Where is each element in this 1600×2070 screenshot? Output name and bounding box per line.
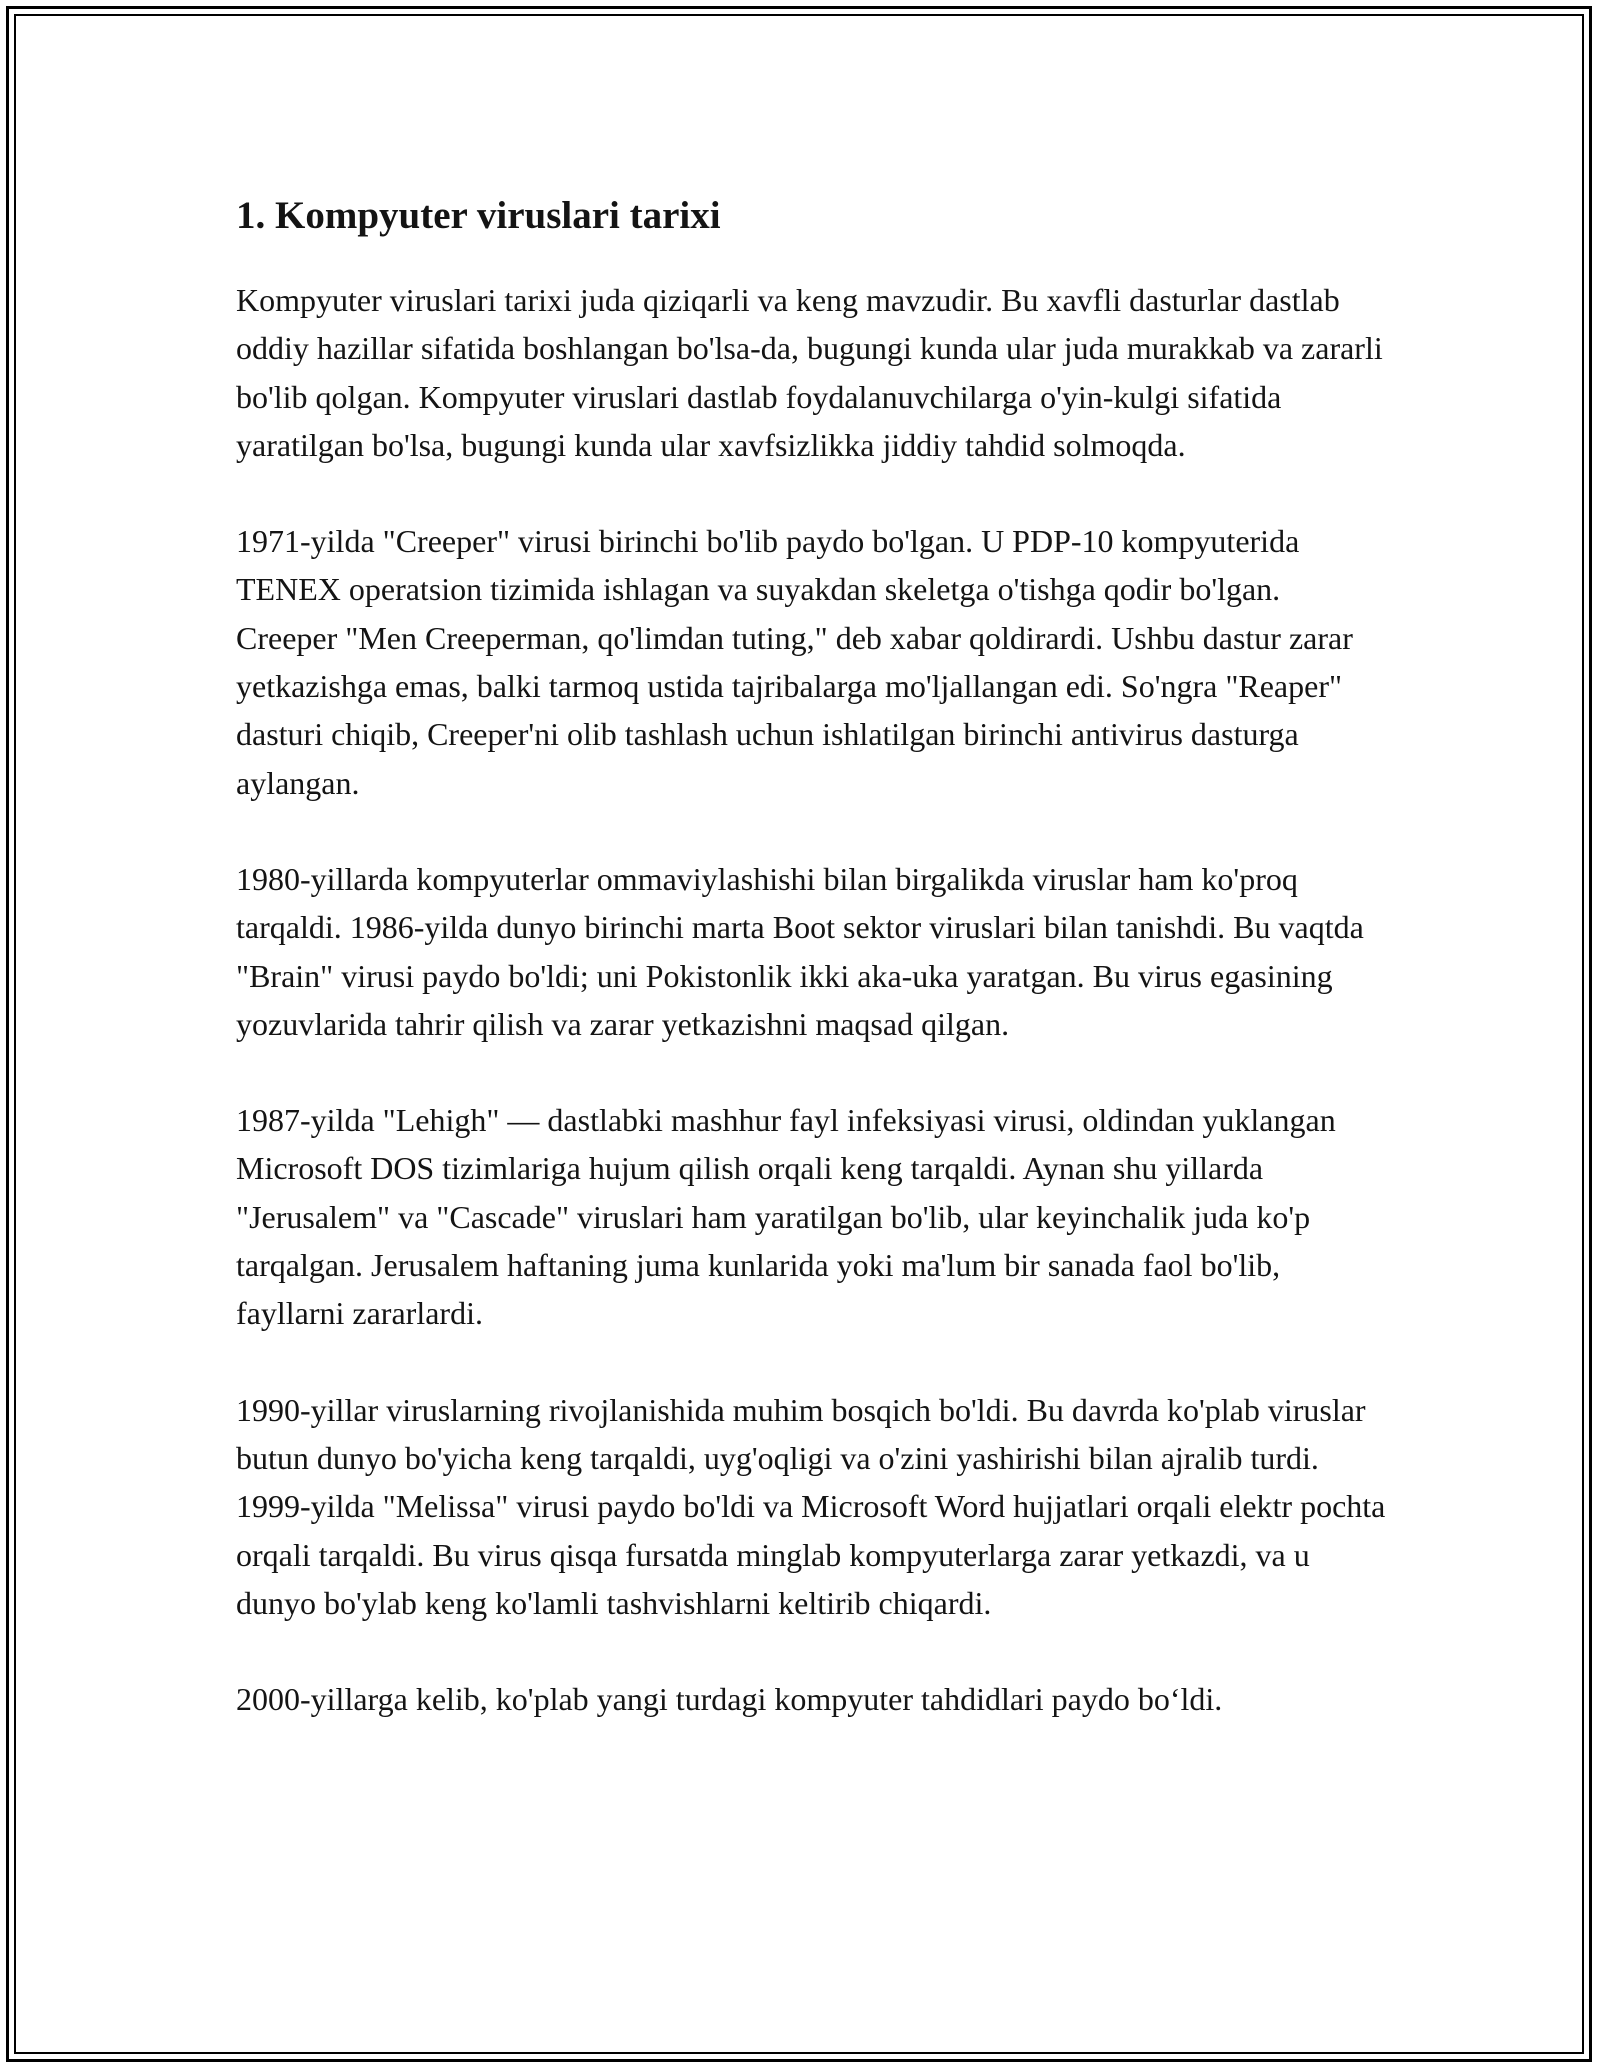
- section-heading: 1. Kompyuter viruslari tarixi: [236, 194, 721, 237]
- document-body: [236, 192, 1386, 1723]
- paragraph-1980s-brain: 1980-yillarda kompyuterlar ommaviylashishi bilan birgalikda viruslar ham ko'proq tarqaldi. 1986-yilda dunyo birinchi marta Boot sektor viruslari bilan tanishdi. Bu vaqtda "Brain" virusi paydo bo'ldi; uni Pokistonlik ikki aka-uka yaratgan. Bu virus egasining yozuvlarida tahrir qilish va zarar yetkazishni maqsad qilgan.: [236, 860, 1364, 1042]
- paragraph-intro: Kompyuter viruslari tarixi juda qiziqarli va keng mavzudir. Bu xavfli dasturlar dastlab oddiy hazillar sifatida boshlangan bo'lsa-da, bugungi kunda ular juda murakkab va zararli bo'lib qolgan. Kompyuter viruslari dastlab foydalanuvchilarga o'yin-kulgi sifatida yaratilgan bo'lsa, bugungi kunda ular xavfsizlikka jiddiy tahdid solmoqda.: [236, 282, 1383, 463]
- paragraph-1971-creeper: 1971-yilda "Creeper" virusi birinchi bo'lib paydo bo'lgan. U PDP-10 kompyuterida TENEX operatsion tizimida ishlagan va suyakdan skeletga o'tishga qodir bo'lgan. Creeper "Men Creeperman, qo'limdan tuting," deb xabar qoldirardi. Ushbu dastur zarar yetkazishga emas, balki tarmoq ustida tajribalarga mo'ljallangan edi. So'ngra "Reaper" dasturi chiqib, Creeper'ni olib tashlash uchun ishlatilgan birinchi antivirus dasturga aylangan.: [236, 523, 1353, 801]
- paragraph-2000s: 2000-yillarga kelib, ko'plab yangi turdagi kompyuter tahdidlari paydo bo‘ldi.: [236, 1681, 1223, 1718]
- paragraph-1990s-melissa: 1990-yillar viruslarning rivojlanishida muhim bosqich bo'ldi. Bu davrda ko'plab viruslar butun dunyo bo'yicha keng tarqaldi, uyg'oqligi va o'zini yashirishi bilan ajralib turdi. 1999-yilda "Melissa" virusi paydo bo'ldi va Microsoft Word hujjatlari orqali elektr pochta orqali tarqaldi. Bu virus qisqa fursatda minglab kompyuterlarga zarar yetkazdi, va u dunyo bo'ylab keng ko'lamli tashvishlarni keltirib chiqardi.: [236, 1391, 1386, 1621]
- paragraph-1987-lehigh: 1987-yilda "Lehigh" — dastlabki mashhur fayl infeksiyasi virusi, oldindan yuklangan Microsoft DOS tizimlariga hujum qilish orqali keng tarqaldi. Aynan shu yillarda "Jerusalem" va "Cascade" viruslari ham yaratilgan bo'lib, ular keyinchalik juda ko'p tarqalgan. Jerusalem haftaning juma kunlarida yoki ma'lum bir sanada faol bo'lib, fayllarni zararlardi.: [236, 1102, 1336, 1332]
